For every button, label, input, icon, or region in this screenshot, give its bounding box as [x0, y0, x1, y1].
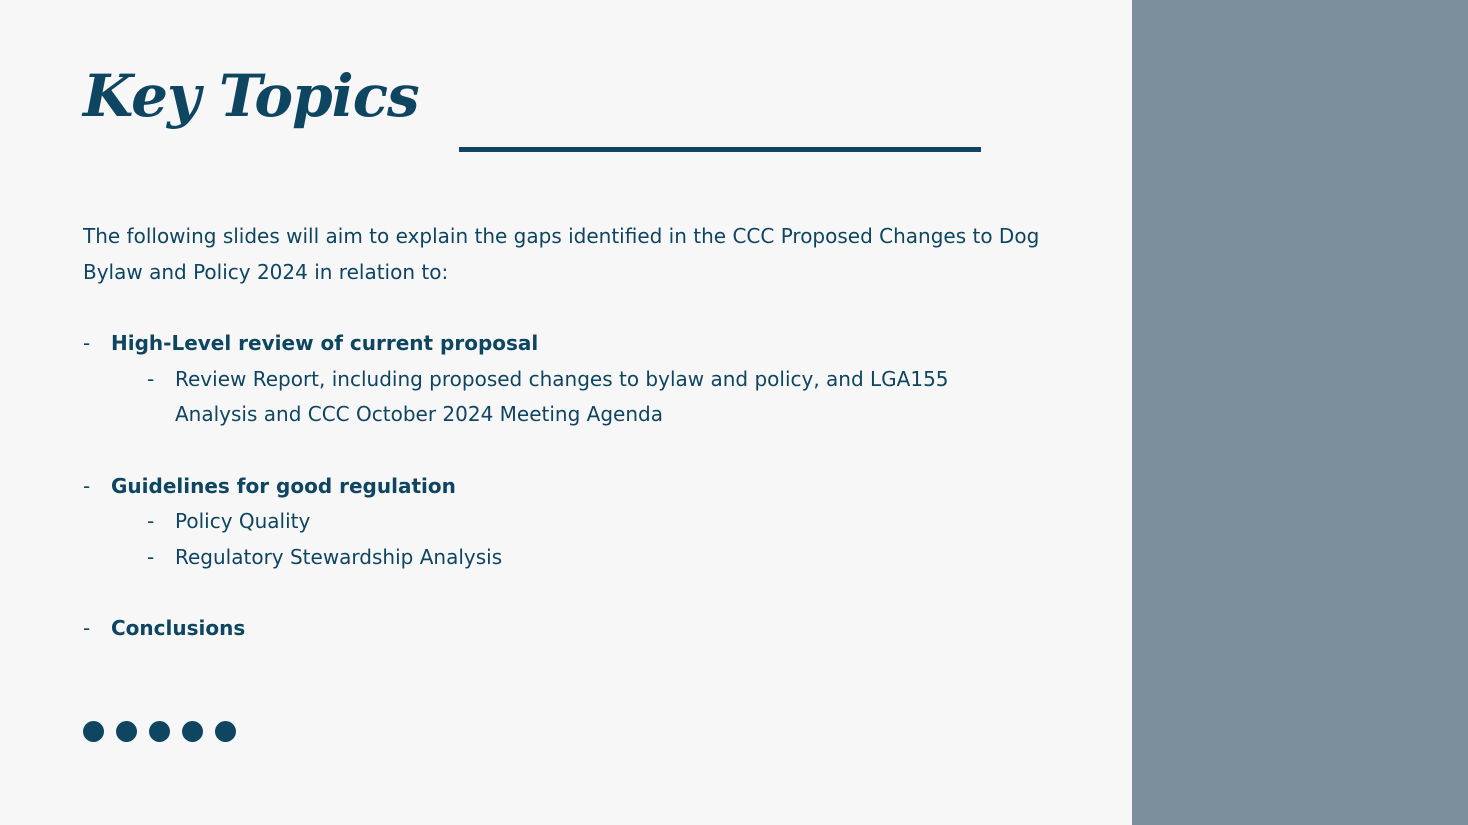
topic-item: [83, 469, 975, 576]
progress-dot: [116, 721, 137, 742]
bullet-dash: -: [147, 366, 155, 391]
topic-list: [83, 326, 975, 683]
subtopic-text: Regulatory Stewardship Analysis: [175, 544, 503, 569]
topic-item: [83, 326, 975, 433]
bullet-dash: -: [83, 616, 91, 640]
title-underline: [459, 147, 981, 152]
slide-title: Key Topics: [83, 62, 419, 130]
bullet-dash: -: [83, 331, 91, 355]
intro-paragraph: The following slides will aim to explain the gaps identified in the CCC Proposed Changes to Dog Bylaw and Policy 2024 in relation to:: [83, 224, 1040, 284]
bullet-dash: -: [147, 509, 155, 533]
subtopic-list: [111, 504, 975, 575]
side-panel: [1132, 0, 1468, 825]
progress-dot: [215, 721, 236, 742]
subtopic-item: [111, 540, 975, 576]
bullet-dash: -: [83, 473, 91, 498]
topic-heading: Conclusions: [111, 616, 246, 640]
subtopic-text: Policy Quality: [175, 509, 311, 533]
progress-dot: [182, 721, 203, 742]
progress-dots: [83, 721, 236, 742]
topic-item: [83, 611, 975, 647]
subtopic-text: Review Report, including proposed changes to bylaw and policy, and LGA155 Analysis and CCC October 2024 Meeting Agenda: [175, 366, 949, 426]
topic-heading: Guidelines for good regulation: [111, 473, 456, 498]
topic-heading: High-Level review of current proposal: [111, 331, 539, 355]
progress-dot: [83, 721, 104, 742]
subtopic-list: [111, 362, 975, 433]
bullet-dash: -: [147, 544, 155, 569]
subtopic-item: [111, 362, 975, 433]
progress-dot: [149, 721, 170, 742]
subtopic-item: [111, 504, 975, 540]
